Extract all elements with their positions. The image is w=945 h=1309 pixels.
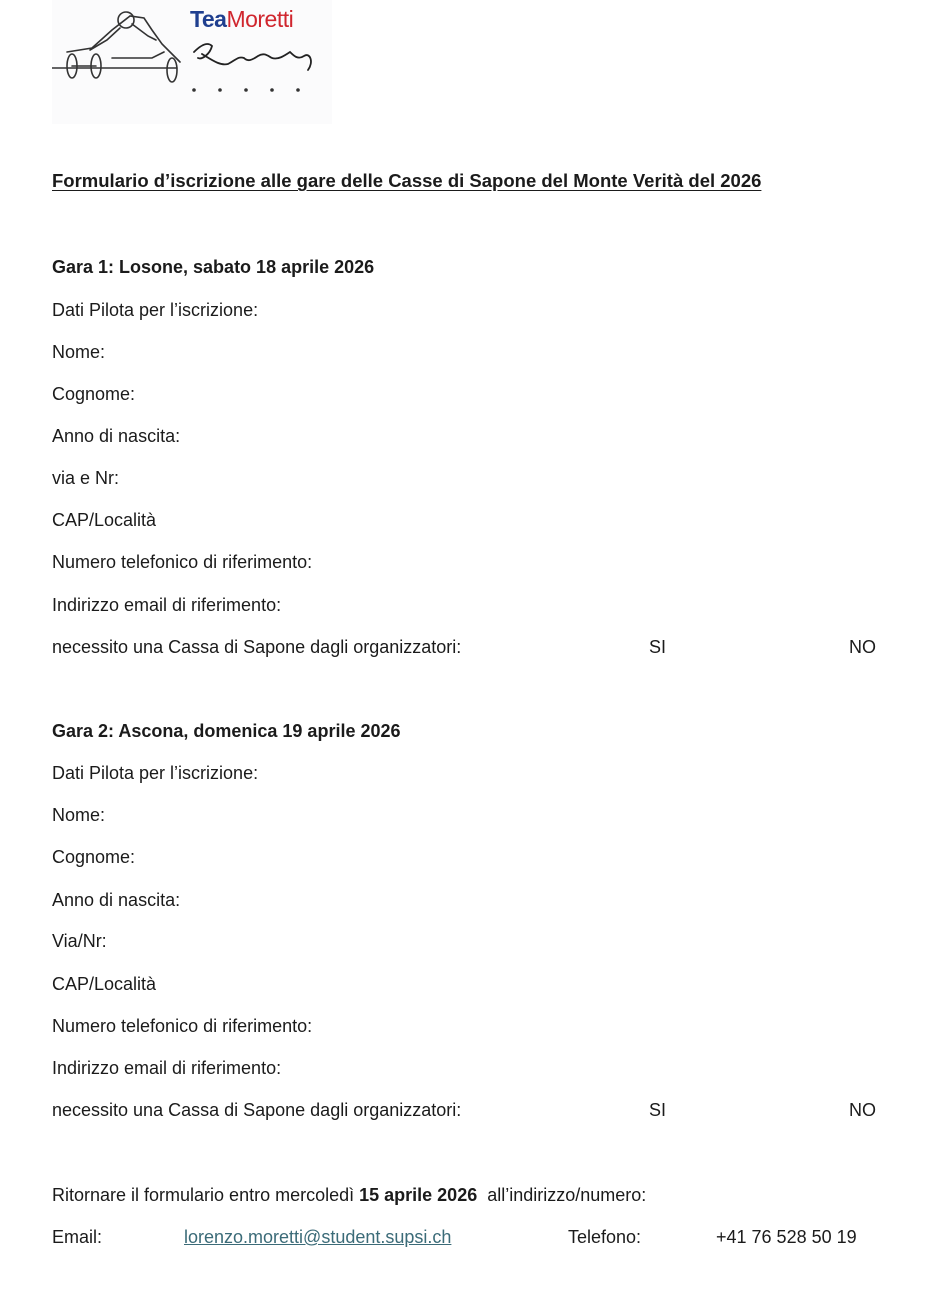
- racing-script-icon: [194, 44, 311, 70]
- gara2-field-cap: CAP/Località: [52, 974, 157, 994]
- gara1-field-email: Indirizzo email di riferimento:: [52, 595, 282, 615]
- gara1-intro: Dati Pilota per l’iscrizione:: [52, 300, 259, 320]
- return-instructions: [52, 1185, 646, 1206]
- email-label: Email:: [52, 1227, 103, 1247]
- gara2-option-si[interactable]: SI: [649, 1100, 667, 1120]
- gara2-question: necessito una Cassa di Sapone dagli organizzatori:: [52, 1100, 462, 1120]
- gara2-option-no[interactable]: NO: [849, 1100, 876, 1120]
- return-suffix: all’indirizzo/numero:: [477, 1185, 647, 1205]
- gara2-field-telefono: Numero telefonico di riferimento:: [52, 1016, 313, 1036]
- team-logo: [52, 0, 332, 124]
- email-link[interactable]: lorenzo.moretti@student.supsi.ch: [184, 1227, 452, 1247]
- gara1-option-no[interactable]: NO: [849, 637, 876, 657]
- phone-label: Telefono:: [568, 1227, 642, 1247]
- gara2-field-nome: Nome:: [52, 805, 106, 825]
- gara1-option-si[interactable]: SI: [649, 637, 667, 657]
- brand-part2: Moretti: [226, 6, 294, 32]
- gara2-heading: Gara 2: Ascona, domenica 19 aprile 2026: [52, 721, 401, 741]
- gara1-heading: Gara 1: Losone, sabato 18 aprile 2026: [52, 257, 375, 277]
- gara2-field-cognome: Cognome:: [52, 847, 136, 867]
- gara2-intro: Dati Pilota per l’iscrizione:: [52, 763, 259, 783]
- gara1-question: necessito una Cassa di Sapone dagli organizzatori:: [52, 637, 462, 657]
- gara1-field-telefono: Numero telefonico di riferimento:: [52, 552, 313, 572]
- gara2-field-via: Via/Nr:: [52, 931, 107, 951]
- form-title: Formulario d’iscrizione alle gare delle Casse di Sapone del Monte Verità del 2026: [52, 170, 762, 191]
- return-prefix: Ritornare il formulario entro mercoledì: [52, 1185, 360, 1205]
- phone-value: +41 76 528 50 19: [716, 1227, 857, 1247]
- gara1-field-via: via e Nr:: [52, 468, 120, 488]
- gara1-field-anno: Anno di nascita:: [52, 426, 181, 446]
- gara1-field-cognome: Cognome:: [52, 384, 136, 404]
- brand-name: [190, 6, 293, 33]
- gara1-field-cap: CAP/Località: [52, 510, 157, 530]
- brand-part1: Tea: [190, 6, 227, 32]
- gara2-field-anno: Anno di nascita:: [52, 890, 181, 910]
- gara1-field-nome: Nome:: [52, 342, 106, 362]
- return-date: 15 aprile 2026: [359, 1185, 478, 1205]
- gara2-field-email: Indirizzo email di riferimento:: [52, 1058, 282, 1078]
